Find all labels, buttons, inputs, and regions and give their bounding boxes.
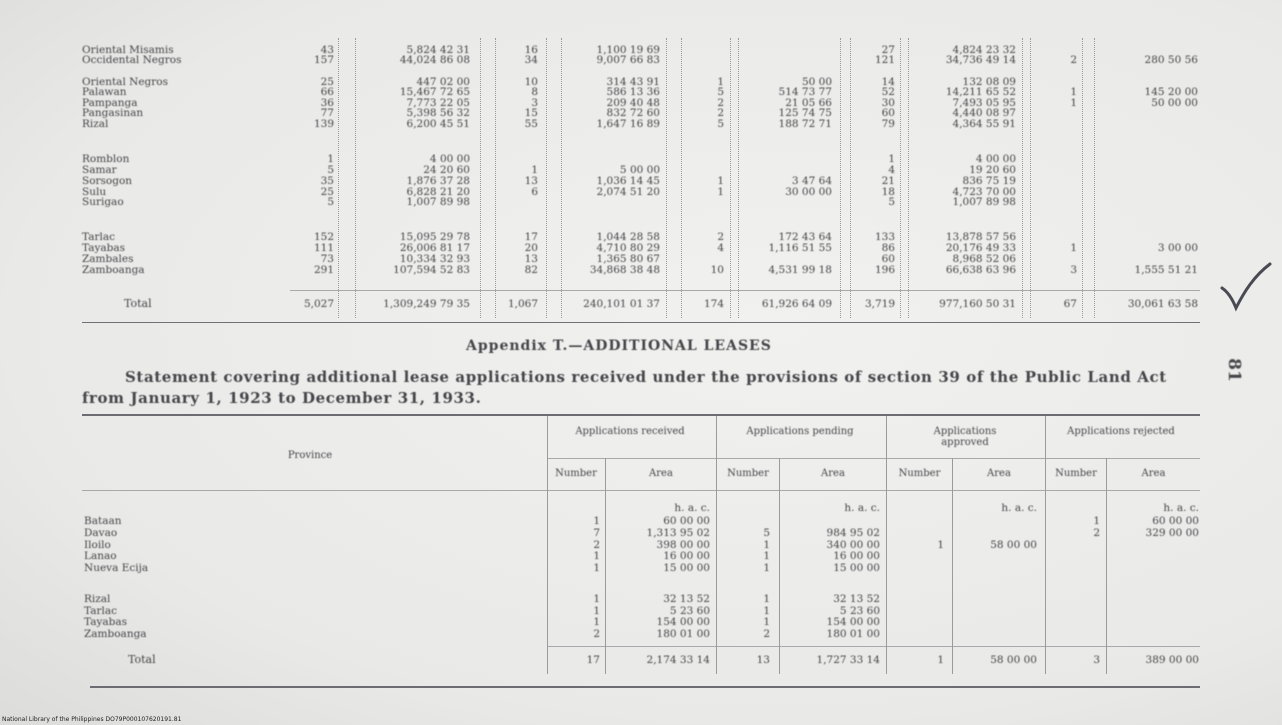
total-cell: 13	[756, 654, 770, 666]
statement-line-1: Statement covering additional lease applications received under the provisions of section 39 of the Public Land Act	[125, 368, 1167, 386]
units-label: h. a. c.	[674, 502, 710, 514]
table-cell: 14,211 65 52	[945, 86, 1016, 98]
table-cell: 209 40 48	[606, 97, 660, 109]
table-cell: 2,074 51 20	[596, 186, 660, 198]
table-cell: 180 01 00	[826, 628, 880, 640]
table-cell: 5 23 60	[839, 605, 880, 617]
province-name: Iloilo	[84, 539, 111, 551]
checkmark-icon	[1220, 262, 1272, 312]
table-cell: 5,398 56 32	[406, 107, 470, 119]
table-cell: 154 00 00	[656, 616, 710, 628]
table-cell: 188 72 71	[778, 118, 832, 130]
total-cell: 3,719	[864, 298, 895, 310]
province-name: Surigao	[82, 196, 124, 208]
table-cell: 2	[717, 231, 724, 243]
table-cell: 7	[593, 527, 600, 539]
table-cell: 15 00 00	[833, 562, 880, 574]
table-cell: 4,531 99 18	[768, 264, 832, 276]
header-area: Area	[987, 468, 1011, 479]
table-cell: 314 43 91	[606, 76, 660, 88]
table-cell: 5	[717, 86, 724, 98]
table-cell: 4,723 70 00	[952, 186, 1016, 198]
table-cell: 133	[874, 231, 895, 243]
top-table-bottom-rule	[82, 322, 1200, 323]
table-cell: 35	[320, 175, 334, 187]
table-cell: 1	[763, 605, 770, 617]
appendix-table-top-rule	[82, 414, 1200, 416]
col-divider	[1030, 38, 1031, 318]
table-cell: 13	[524, 175, 538, 187]
table-cell: 4	[717, 242, 724, 254]
table-cell: 19 20 60	[969, 164, 1016, 176]
table-cell: 1	[593, 616, 600, 628]
table-cell: 172 43 64	[778, 231, 832, 243]
table-cell: 16	[524, 44, 538, 56]
table-cell: 21 05 66	[785, 97, 832, 109]
table-cell: 4	[888, 164, 895, 176]
table-cell: 5	[888, 196, 895, 208]
table-cell: 50 00	[801, 76, 832, 88]
table-cell: 60 00 00	[1152, 515, 1199, 527]
table-cell: 1,100 19 69	[596, 44, 660, 56]
table-cell: 1	[1093, 515, 1100, 527]
province-name: Tarlac	[82, 231, 115, 243]
table-cell: 1	[593, 550, 600, 562]
table-cell: 25	[320, 186, 334, 198]
table-cell: 1	[763, 562, 770, 574]
table-cell: 1,313 95 02	[646, 527, 710, 539]
table-cell: 5	[327, 196, 334, 208]
table-cell: 5	[717, 118, 724, 130]
table-cell: 984 95 02	[826, 527, 880, 539]
table-cell: 280 50 56	[1144, 54, 1198, 66]
col-divider	[1106, 458, 1107, 674]
table-cell: 60	[881, 253, 895, 265]
table-cell: 60 00 00	[663, 515, 710, 527]
province-name: Nueva Ecija	[84, 562, 149, 574]
table-cell: 4 00 00	[429, 153, 470, 165]
province-name: Occidental Negros	[82, 54, 182, 66]
table-cell: 1	[717, 186, 724, 198]
total-cell: 61,926 64 09	[761, 298, 832, 310]
table-cell: 1	[531, 164, 538, 176]
table-cell: 111	[313, 242, 334, 254]
table-cell: 1	[888, 153, 895, 165]
table-cell: 1,365 80 67	[596, 253, 660, 265]
table-cell: 291	[313, 264, 334, 276]
col-divider	[1094, 38, 1095, 318]
province-name: Tayabas	[82, 242, 126, 254]
page-number: 81	[1223, 358, 1244, 382]
total-top-rule	[548, 646, 1200, 647]
table-cell: 1	[593, 562, 600, 574]
table-cell: 18	[881, 186, 895, 198]
table-cell: 4,364 55 91	[952, 118, 1016, 130]
total-cell: 30,061 63 58	[1127, 298, 1198, 310]
table-cell: 5	[327, 164, 334, 176]
total-cell: 5,027	[303, 298, 334, 310]
table-cell: 2	[763, 628, 770, 640]
table-cell: 3	[531, 97, 538, 109]
table-cell: 1	[763, 539, 770, 551]
col-divider	[1045, 416, 1046, 674]
table-cell: 79	[881, 118, 895, 130]
province-name: Sorsogon	[82, 175, 133, 187]
header-number: Number	[727, 468, 769, 479]
table-cell: 125 74 75	[778, 107, 832, 119]
table-cell: 2	[1070, 54, 1077, 66]
total-cell: 977,160 50 31	[939, 298, 1016, 310]
table-cell: 2	[717, 107, 724, 119]
table-cell: 1,007 89 98	[952, 196, 1016, 208]
header-number: Number	[898, 468, 941, 479]
table-cell: 1	[763, 616, 770, 628]
table-cell: 10	[524, 76, 538, 88]
table-cell: 121	[874, 54, 895, 66]
table-cell: 157	[313, 54, 334, 66]
table-cell: 2	[593, 539, 600, 551]
header-subrule	[548, 458, 1200, 459]
table-cell: 1,876 37 28	[406, 175, 470, 187]
total-cell: 1	[937, 654, 944, 666]
table-cell: 196	[874, 264, 895, 276]
province-name: Romblon	[82, 153, 130, 165]
header-area: Area	[649, 468, 673, 479]
table-cell: 15,095 29 78	[399, 231, 470, 243]
table-cell: 1	[593, 605, 600, 617]
table-cell: 26,006 81 17	[399, 242, 470, 254]
province-name: Samar	[82, 164, 117, 176]
province-name: Zambales	[82, 253, 134, 265]
header-number: Number	[555, 468, 597, 479]
table-cell: 60	[881, 107, 895, 119]
table-cell: 154 00 00	[826, 616, 880, 628]
units-label: h. a. c.	[844, 502, 880, 514]
total-cell: 67	[1063, 298, 1077, 310]
table-cell: 1	[717, 175, 724, 187]
province-name: Oriental Negros	[82, 76, 168, 88]
table-cell: 9,007 66 83	[596, 54, 660, 66]
table-cell: 1,007 89 98	[406, 196, 470, 208]
table-cell: 3	[1070, 264, 1077, 276]
total-cell: 2,174 33 14	[646, 654, 710, 666]
header-approved: Applications approved	[933, 426, 997, 448]
table-cell: 340 00 00	[826, 539, 880, 551]
table-cell: 30	[881, 97, 895, 109]
province-name: Palawan	[82, 86, 127, 98]
table-cell: 132 08 09	[962, 76, 1016, 88]
col-divider	[338, 38, 339, 318]
table-cell: 1	[1070, 86, 1077, 98]
table-cell: 1,116 51 55	[768, 242, 832, 254]
province-name: Rizal	[82, 118, 109, 130]
appendix-title: Appendix T.—ADDITIONAL LEASES	[466, 338, 772, 354]
table-cell: 7,493 05 95	[952, 97, 1016, 109]
statement-line-2: from January 1, 1923 to December 31, 1933.	[82, 389, 482, 407]
province-name: Davao	[84, 527, 118, 539]
table-cell: 107,594 52 83	[393, 264, 470, 276]
table-cell: 16 00 00	[663, 550, 710, 562]
table-cell: 4,710 80 29	[596, 242, 660, 254]
footer-credit: National Library of the Philippines DO79P000107620191.81	[2, 716, 182, 723]
table-cell: 180 01 00	[656, 628, 710, 640]
header-rejected: Applications rejected	[1067, 426, 1175, 437]
table-cell: 25	[320, 76, 334, 88]
table-cell: 7,773 22 05	[406, 97, 470, 109]
table-cell: 1,044 28 58	[596, 231, 660, 243]
province-name: Tarlac	[84, 605, 117, 617]
total-cell: 1,727 33 14	[816, 654, 880, 666]
table-cell: 34,736 49 14	[945, 54, 1016, 66]
table-cell: 4,440 08 97	[952, 107, 1016, 119]
table-cell: 5,824 42 31	[406, 44, 470, 56]
table-cell: 5 23 60	[669, 605, 710, 617]
header-number: Number	[1055, 468, 1097, 479]
province-name: Bataan	[84, 515, 122, 527]
table-cell: 15 00 00	[663, 562, 710, 574]
table-cell: 6,200 45 51	[406, 118, 470, 130]
province-name: Rizal	[84, 593, 111, 605]
table-cell: 13	[524, 253, 538, 265]
table-cell: 17	[524, 231, 538, 243]
total-cell: 58 00 00	[990, 654, 1037, 666]
province-name: Pangasinan	[82, 107, 144, 119]
table-cell: 8	[531, 86, 538, 98]
table-cell: 58 00 00	[990, 539, 1037, 551]
appendix-table-bottom-rule	[90, 686, 1200, 688]
table-cell: 329 00 00	[1145, 527, 1199, 539]
header-pending: Applications pending	[746, 426, 854, 437]
table-cell: 15	[524, 107, 538, 119]
table-cell: 1	[593, 593, 600, 605]
header-province: Province	[287, 450, 333, 461]
table-cell: 447 02 00	[416, 76, 470, 88]
col-divider	[1082, 38, 1083, 318]
table-cell: 514 73 77	[778, 86, 832, 98]
table-cell: 77	[320, 107, 334, 119]
total-cell: 389 00 00	[1145, 654, 1199, 666]
table-cell: 16 00 00	[833, 550, 880, 562]
table-cell: 32 13 52	[833, 593, 880, 605]
table-cell: 73	[320, 253, 334, 265]
table-cell: 1,555 51 21	[1134, 264, 1198, 276]
table-cell: 66,638 63 96	[945, 264, 1016, 276]
total-label: Total	[124, 297, 152, 310]
col-divider	[952, 458, 953, 674]
table-cell: 145 20 00	[1144, 86, 1198, 98]
table-cell: 10,334 32 93	[399, 253, 470, 265]
table-cell: 34,868 38 48	[589, 264, 660, 276]
total-cell: 17	[586, 654, 600, 666]
table-cell: 6,828 21 20	[406, 186, 470, 198]
table-cell: 1	[937, 539, 944, 551]
total-cell: 240,101 01 37	[583, 298, 660, 310]
table-cell: 2	[593, 628, 600, 640]
table-cell: 14	[881, 76, 895, 88]
table-cell: 586 13 36	[606, 86, 660, 98]
province-name: Sulu	[82, 186, 107, 198]
total-rule	[290, 290, 1200, 291]
table-cell: 86	[881, 242, 895, 254]
province-name: Tayabas	[84, 616, 128, 628]
table-cell: 5 00 00	[619, 164, 660, 176]
table-cell: 66	[320, 86, 334, 98]
total-cell: 174	[703, 298, 724, 310]
table-cell: 27	[881, 44, 895, 56]
total-cell: 1,309,249 79 35	[383, 298, 470, 310]
table-cell: 21	[881, 175, 895, 187]
table-cell: 20	[524, 242, 538, 254]
table-cell: 152	[313, 231, 334, 243]
table-cell: 1	[763, 593, 770, 605]
table-cell: 3 00 00	[1157, 242, 1198, 254]
table-cell: 5	[763, 527, 770, 539]
table-cell: 6	[531, 186, 538, 198]
table-cell: 36	[320, 97, 334, 109]
table-cell: 44,024 86 08	[399, 54, 470, 66]
table-cell: 50 00 00	[1151, 97, 1198, 109]
table-cell: 10	[710, 264, 724, 276]
table-cell: 52	[881, 86, 895, 98]
table-cell: 20,176 49 33	[945, 242, 1016, 254]
table-cell: 30 00 00	[785, 186, 832, 198]
table-cell: 1,036 14 45	[596, 175, 660, 187]
table-cell: 832 72 60	[606, 107, 660, 119]
table-cell: 1,647 16 89	[596, 118, 660, 130]
table-cell: 1	[1070, 97, 1077, 109]
table-cell: 24 20 60	[423, 164, 470, 176]
table-cell: 1	[1070, 242, 1077, 254]
header-received: Applications received	[575, 426, 685, 437]
table-cell: 43	[320, 44, 334, 56]
province-name: Pampanga	[82, 97, 138, 109]
province-name: Oriental Misamis	[82, 44, 174, 56]
table-cell: 4,824 23 32	[952, 44, 1016, 56]
table-cell: 836 75 19	[962, 175, 1016, 187]
table-cell: 8,968 52 06	[952, 253, 1016, 265]
province-name: Zamboanga	[82, 264, 145, 276]
table-cell: 34	[524, 54, 538, 66]
table-cell: 13,878 57 56	[945, 231, 1016, 243]
province-name: Zamboanga	[84, 628, 147, 640]
units-label: h. a. c.	[1163, 502, 1199, 514]
table-cell: 139	[313, 118, 334, 130]
header-bottom-rule	[82, 490, 1200, 491]
table-cell: 398 00 00	[656, 539, 710, 551]
table-cell: 15,467 72 65	[399, 86, 470, 98]
table-cell: 2	[1093, 527, 1100, 539]
province-name: Lanao	[84, 550, 117, 562]
table-cell: 32 13 52	[663, 593, 710, 605]
table-cell: 55	[524, 118, 538, 130]
col-divider	[1022, 38, 1023, 318]
table-cell: 82	[524, 264, 538, 276]
table-cell: 1	[593, 515, 600, 527]
total-cell: 1,067	[507, 298, 538, 310]
header-area: Area	[1141, 468, 1166, 479]
table-cell: 4 00 00	[975, 153, 1016, 165]
table-cell: 2	[717, 97, 724, 109]
table-cell: 1	[327, 153, 334, 165]
header-area: Area	[821, 468, 845, 479]
table-cell: 3 47 64	[791, 175, 832, 187]
table-cell: 1	[717, 76, 724, 88]
total-cell: 3	[1093, 654, 1100, 666]
total-label: Total	[128, 653, 156, 666]
table-cell: 1	[763, 550, 770, 562]
units-label: h. a. c.	[1001, 502, 1037, 514]
